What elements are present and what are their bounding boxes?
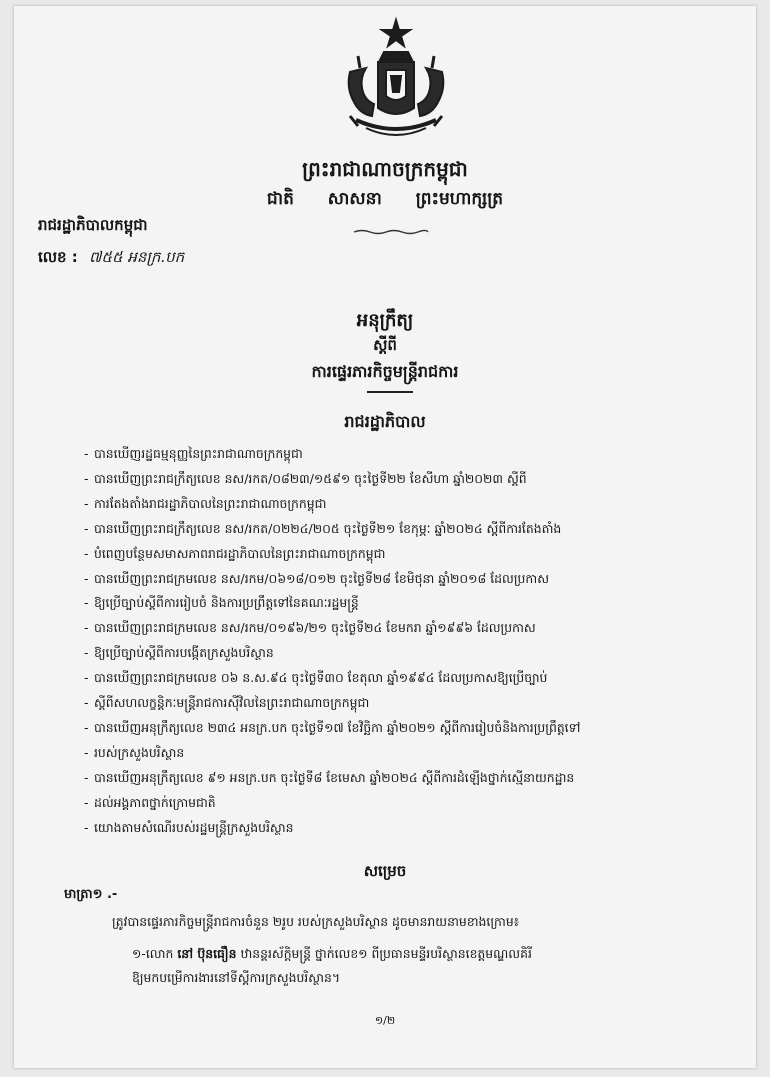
decision-heading: សម្រេច [363, 862, 407, 880]
list-item: - បំពេញបន្ថែមសមាសភាពរាជរដ្ឋាភិបាលនៃព្រះរាជាណាចក្រកម្ពុជា [84, 542, 694, 567]
list-item: - បានឃើញព្រះរាជក្រមលេខ នស/រកម/០១៩៦/២១ ចុះថ្ងៃទី២៤ ខែមករា ឆ្នាំ១៩៩៦ ដែលប្រកាស [84, 616, 694, 641]
kingdom-title: ព្រះរាជាណាចក្រកម្ពុជា [302, 157, 468, 181]
entry-name: នៅ ប៊ុនធឿន [177, 946, 237, 961]
government-heading: រាជរដ្ឋាភិបាល [344, 412, 426, 431]
issuing-authority: រាជរដ្ឋាភិបាលកម្ពុជា [38, 216, 148, 234]
list-item: - ស្តីពីសហលក្ខន្តិកៈមន្ត្រីរាជការស៊ីវិលនៃព្រះរាជាណាចក្រកម្ពុជា [84, 691, 694, 716]
title-underline [367, 391, 413, 393]
document-number [38, 248, 184, 270]
number-value: ៧៥៥ អនក្រ.បក [89, 248, 185, 266]
royal-arms-emblem-icon [336, 16, 456, 144]
article-label: មាត្រា១ .- [64, 887, 118, 902]
list-item: - ដល់អង្គភាពថ្នាក់ក្រោមជាតិ [84, 791, 694, 816]
document-subject: ការផ្ទេរភារកិច្ចមន្ត្រីរាជការ [311, 362, 459, 381]
document-page [14, 6, 756, 1068]
list-item: - បានឃើញព្រះរាជក្រមលេខ ០៦ ន.ស.៩៤ ចុះថ្ងៃទី៣០ ខែតុលា ឆ្នាំ១៩៩៤ ដែលប្រកាសឱ្យប្រើច្បាប់ [84, 666, 694, 691]
entry-details-line2: ឱ្យមកបម្រើការងារនៅទីស្តីការក្រសួងបរិស្ថាន។ [132, 970, 341, 985]
ornament-divider [352, 228, 430, 236]
article-entry [132, 942, 732, 990]
number-label: លេខ : [38, 248, 78, 266]
considerations-list [84, 442, 694, 841]
list-item: - បានឃើញព្រះរាជក្រឹត្យលេខ នស/រកត/០៨២៣/១៥៩១ ចុះថ្ងៃទី២២ ខែសីហា ឆ្នាំ២០២៣ ស្តីពី [84, 467, 694, 492]
motto-nation: ជាតិ [266, 189, 294, 209]
list-item: - ការតែងតាំងរាជរដ្ឋាភិបាលនៃព្រះរាជាណាចក្រកម្ពុជា [84, 492, 694, 517]
about-label: ស្តីពី [373, 336, 397, 354]
list-item: - បានឃើញអនុក្រឹត្យលេខ ៩១ អនក្រ.បក ចុះថ្ងៃទី៨ ខែមេសា ឆ្នាំ២០២៤ ស្តីពីការដំឡើងថ្នាក់ស្មើនាយកដ្ឋាន [84, 766, 694, 791]
entry-prefix: ១-លោក [132, 946, 174, 961]
list-item: - ឱ្យប្រើច្បាប់ស្តីពីការបង្កើតក្រសួងបរិស្ថាន [84, 641, 694, 666]
list-item: - បានឃើញអនុក្រឹត្យលេខ ២៣៤ អនក្រ.បក ចុះថ្ងៃទី១៧ ខែវិច្ឆិកា ឆ្នាំ២០២១ ស្តីពីការរៀបចំនិងការប្រព្រឹត្តទៅ [84, 716, 694, 741]
entry-details: ឋានន្តរស័ក្តិមន្ត្រី ថ្នាក់លេខ១ ពីប្រធានមន្ទីរបរិស្ថានខេត្តមណ្ឌលគិរី [240, 946, 532, 961]
document-type: អនុក្រឹត្យ [356, 310, 414, 331]
article-body: ត្រូវបានផ្ទេរភារកិច្ចមន្ត្រីរាជការចំនួន ២រូប របស់ក្រសួងបរិស្ថាន ដូចមានរាយនាមខាងក្រោម៖ [112, 914, 520, 929]
list-item: - បានឃើញព្រះរាជក្រមលេខ នស/រកម/០៦១៨/០១២ ចុះថ្ងៃទី២៨ ខែមិថុនា ឆ្នាំ២០១៨ ដែលប្រកាស [84, 567, 694, 592]
national-motto [14, 188, 756, 213]
list-item: - បានឃើញរដ្ឋធម្មនុញ្ញនៃព្រះរាជាណាចក្រកម្ពុជា [84, 442, 694, 467]
motto-religion: សាសនា [327, 189, 382, 209]
list-item: - ឱ្យប្រើច្បាប់ស្តីពីការរៀបចំ និងការប្រព្រឹត្តទៅនៃគណៈរដ្ឋមន្ត្រី [84, 591, 694, 616]
list-item: - យោងតាមសំណើរបស់រដ្ឋមន្ត្រីក្រសួងបរិស្ថាន [84, 816, 694, 841]
motto-king: ព្រះមហាក្សត្រ [415, 189, 504, 209]
list-item: - បានឃើញព្រះរាជក្រឹត្យលេខ នស/រកត/០២២៤/២០៥ ចុះថ្ងៃទី២១ ខែកុម្ភៈ ឆ្នាំ២០២៤ ស្តីពីការតែងតាំង [84, 517, 694, 542]
list-item: - របស់ក្រសួងបរិស្ថាន [84, 741, 694, 766]
page-number: ១/២ [374, 1014, 396, 1027]
